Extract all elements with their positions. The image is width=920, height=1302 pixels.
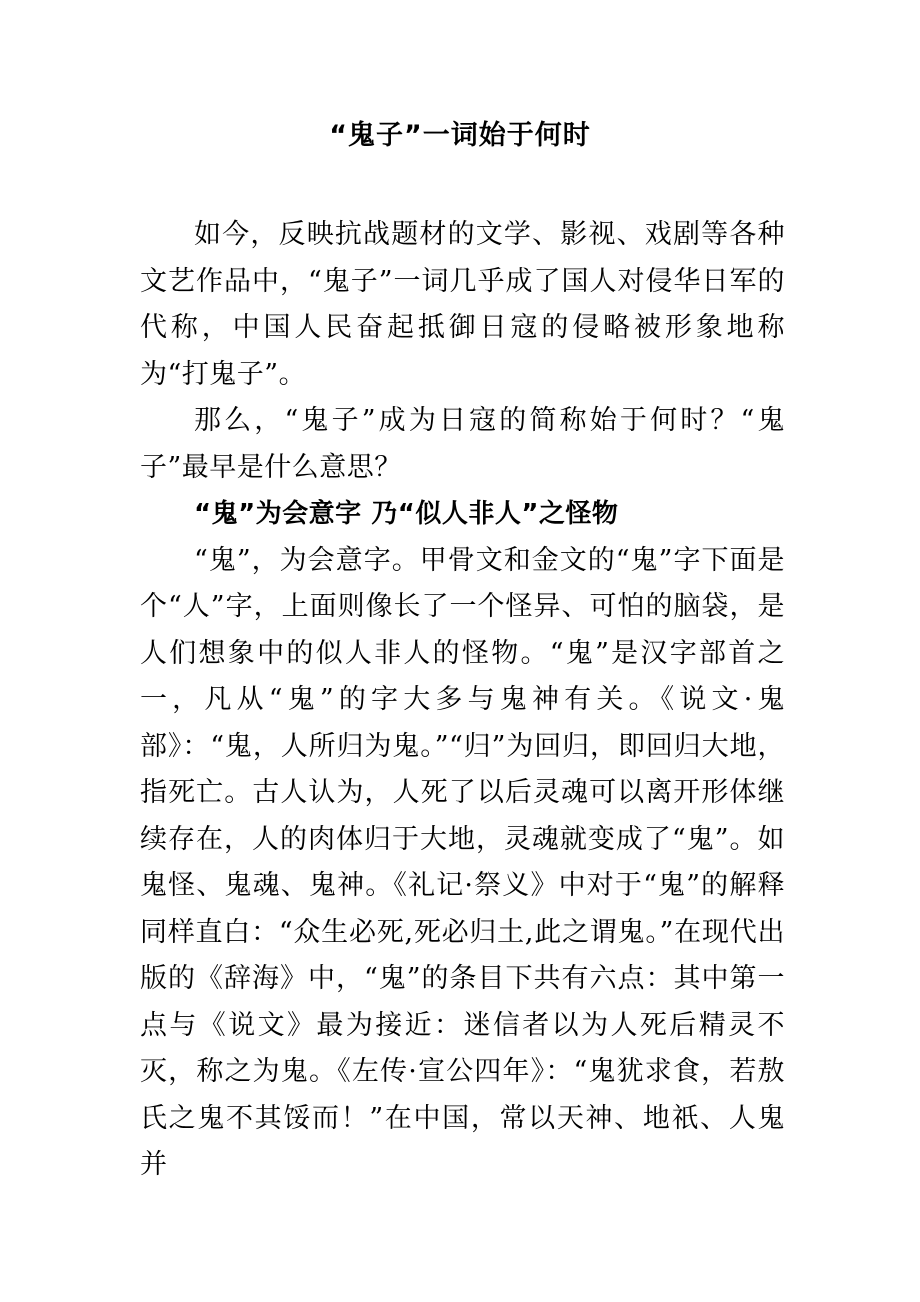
article-body [140,212,785,1189]
article-title: “鬼子”一词始于何时 [329,120,591,151]
intro-paragraph: 如今，反映抗战题材的文学、影视、戏剧等各种文艺作品中，“鬼子”一词几乎成了国人对侵华日军的代称，中国人民奋起抵御日寇的侵略被形象地称为“打鬼子”。 [140,219,785,390]
section-heading: “鬼”为会意字 乃“似人非人”之怪物 [194,499,619,529]
section-paragraph: “鬼”，为会意字。甲骨文和金文的“鬼”字下面是个“人”字，上面则像长了一个怪异、可怕的脑袋，是人们想象中的似人非人的怪物。“鬼”是汉字部首之一，凡从“鬼”的字大多与鬼神有关。《说文·鬼部》：“鬼，人所归为鬼。”“归”为回归，即回归大地，指死亡。古人认为，人死了以后灵魂可以离开形体继续存在，人的肉体归于大地，灵魂就变成了“鬼”。如鬼怪、鬼魂、鬼神。《礼记·祭义》中对于“鬼”的解释同样直白：“众生必死,死必归土,此之谓鬼。”在现代出版的《辞海》中，“鬼”的条目下共有六点：其中第一点与《说文》最为接近：迷信者以为人死后精灵不灭，称之为鬼。《左传·宣公四年》：“鬼犹求食，若敖氏之鬼不其馁而！”在中国，常以天神、地祇、人鬼并 [140,544,785,1180]
question-paragraph: 那么，“鬼子”成为日寇的简称始于何时？“鬼子”最早是什么意思？ [140,405,785,483]
